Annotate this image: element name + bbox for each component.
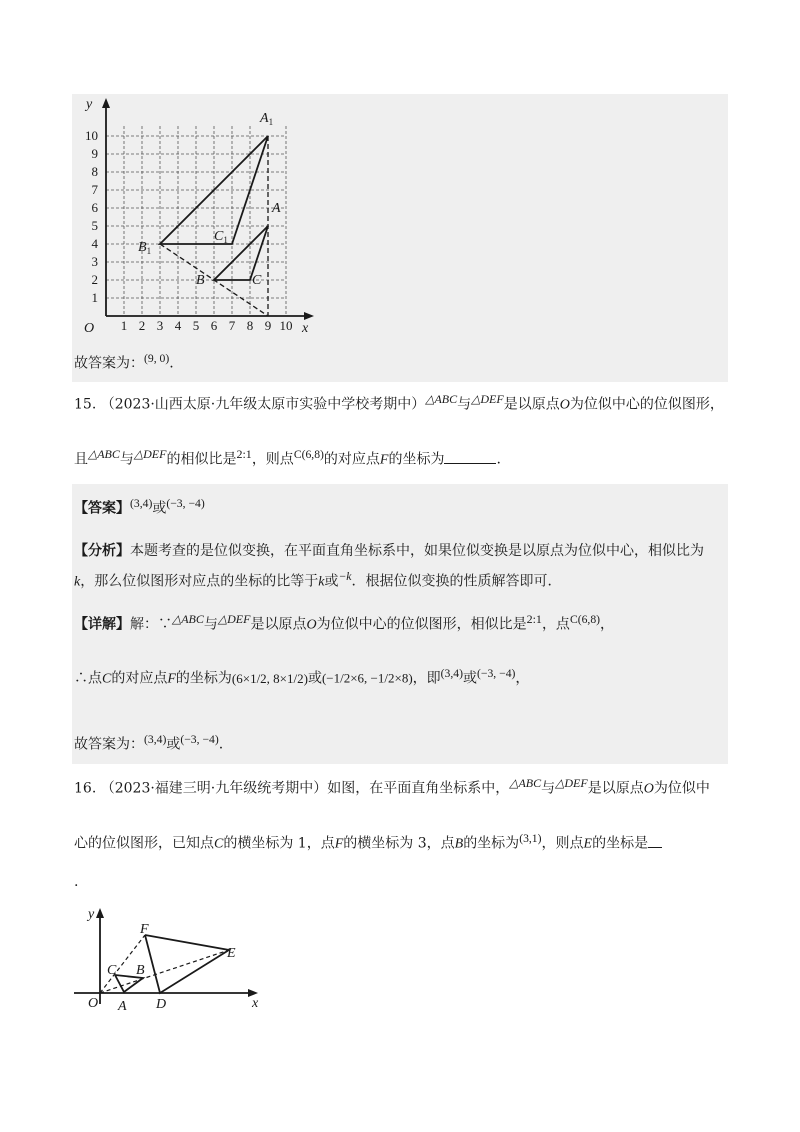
answer-1: (3,4): [130, 497, 153, 510]
label-C: C: [252, 273, 262, 288]
final-v1: (3,4): [144, 733, 167, 746]
detail-text: ∴点: [74, 670, 102, 687]
final-v2: (−3, −4): [180, 733, 219, 746]
q16-line1: [74, 776, 710, 798]
q15-tri-abc: △ABC: [425, 392, 458, 406]
q16-text: 为位似中: [653, 780, 710, 797]
detail-text: 为位似中心的位似图形，相似比是: [316, 616, 527, 633]
y-tick-2: 2: [91, 272, 98, 287]
y-axis-label: y: [86, 97, 93, 112]
q15-text: 的相似比是: [166, 451, 237, 468]
final-or: 或: [166, 736, 181, 753]
q15-point-f: F: [379, 452, 389, 468]
q15-origin: O: [559, 397, 570, 413]
q16-e: E: [583, 836, 593, 852]
q16-tri-abc: △ABC: [509, 776, 542, 790]
axes: [102, 98, 314, 320]
detail-text: 与: [203, 616, 218, 633]
answer-blank: [648, 835, 662, 848]
q16-text: 的坐标是: [592, 835, 649, 852]
detail-f: F: [167, 671, 176, 687]
detail-text: ，: [515, 670, 530, 687]
q16-b: B: [454, 836, 464, 852]
detail-v1: (3,4): [440, 667, 464, 680]
q15-text: 与: [457, 396, 472, 413]
x-tick-10: 10: [279, 318, 293, 333]
q16-text: .: [74, 874, 79, 890]
q16-text: 与: [541, 780, 556, 797]
answer-value: (9, 0): [144, 352, 170, 365]
q16-text: 是以原点: [587, 780, 644, 797]
x-tick-3: 3: [156, 318, 164, 333]
detail-text: 是以原点: [250, 616, 307, 633]
label-B: B: [196, 273, 205, 288]
final-end: .: [218, 736, 224, 753]
q16-text: 的横坐标为 3，点: [343, 835, 455, 852]
x-tick-7: 7: [228, 318, 236, 333]
final-prefix: 故答案为：: [74, 736, 144, 753]
q16-text: ，则点: [541, 835, 584, 852]
detail-text: 的坐标为: [175, 670, 232, 687]
x-tick-6: 6: [210, 318, 218, 333]
homothety-grid-figure: [72, 94, 332, 334]
analysis-k: k: [318, 574, 325, 590]
answer-tag: 【答案】: [74, 500, 130, 517]
q15-analysis-line2: [74, 570, 561, 591]
q15-text: 的坐标为: [388, 451, 445, 468]
detail-text: 的对应点: [111, 670, 168, 687]
analysis-text: 本题考查的是位似变换，在平面直角坐标系中，如果位似变换是以原点为位似中心，相似比为: [130, 543, 704, 559]
y-tick-7: 7: [91, 182, 98, 197]
q16-tri-def: △DEF: [555, 776, 588, 790]
q15-text: 的对应点: [323, 451, 380, 468]
detail-expr-1: (6×1/2, 8×1/2): [231, 670, 308, 686]
y-tick-8: 8: [91, 164, 98, 179]
detail-v2: (−3, −4): [477, 667, 516, 680]
q15-ratio: 2:1: [236, 447, 252, 461]
analysis-neg-k: −k: [338, 570, 352, 583]
label-B1: $B_1$: [138, 240, 152, 256]
q16-label-F: F: [140, 922, 149, 937]
y-tick-3: 3: [91, 254, 98, 269]
answer-end: .: [169, 355, 174, 372]
q15-number: 15.: [74, 396, 97, 413]
detail-text: 或: [463, 670, 478, 687]
q16-source: （2023·福建三明·九年级统考期中）: [100, 780, 328, 797]
origin-label: O: [84, 321, 95, 334]
label-C1: $C_1$: [214, 229, 228, 245]
x-tick-4: 4: [174, 318, 182, 333]
q15-line2: [74, 447, 501, 469]
detail-text: 解：∵: [130, 616, 172, 633]
detail-tri-def: △DEF: [217, 612, 251, 626]
analysis-tag: 【分析】: [74, 543, 130, 559]
detail-ratio: 2:1: [526, 612, 542, 626]
y-tick-9: 9: [91, 146, 98, 161]
q16-label-O: O: [88, 996, 99, 1010]
q16-x-label: x: [252, 996, 259, 1010]
y-tick-1: 1: [91, 290, 98, 305]
q16-text: 心的位似图形，已知点: [74, 835, 214, 852]
q15-line1: [74, 392, 724, 414]
q15-answer-line: [74, 497, 205, 518]
x-tick-2: 2: [138, 318, 146, 333]
detail-text: 或: [307, 670, 322, 687]
y-tick-6: 6: [91, 200, 98, 215]
q15-final-line: [74, 733, 223, 754]
label-A1: $A_1$: [260, 111, 274, 127]
detail-text: ，: [600, 616, 615, 633]
x-tick-8: 8: [246, 318, 254, 333]
q15-end: .: [496, 451, 501, 468]
q15-detail-line2: [74, 667, 529, 688]
detail-c: C: [102, 671, 112, 687]
x-tick-9: 9: [264, 318, 272, 333]
q15-tri-def: △DEF: [471, 392, 504, 406]
detail-text: ，即: [412, 670, 441, 687]
q16-point-b: (3,1): [519, 832, 542, 845]
q15-point-c: C(6,8): [293, 448, 324, 461]
analysis-k: k: [74, 574, 81, 590]
x-tick-1: 1: [120, 318, 128, 333]
q16-line3: [74, 874, 78, 890]
q15-text: 是以原点: [503, 396, 560, 413]
q16-label-B: B: [136, 963, 145, 978]
detail-text: ，点: [541, 616, 570, 633]
q16-y-label: y: [88, 907, 95, 922]
q16-line2: [74, 832, 662, 853]
q15-source: （2023·山西太原·九年级太原市实验中学校考期中）: [100, 396, 426, 413]
q15-detail-line1: [74, 612, 614, 634]
analysis-text: 或: [324, 573, 339, 590]
q15-text: 与: [119, 451, 134, 468]
q16-origin: O: [643, 781, 654, 797]
q16-text: 的坐标为: [463, 835, 520, 852]
analysis-text: ．根据位似变换的性质解答即可．: [351, 573, 562, 590]
q15-text: 为位似中心的位似图形，: [569, 396, 724, 413]
q16-f: F: [334, 836, 344, 852]
answer-blank: [444, 451, 496, 464]
q16-label-A: A: [118, 999, 127, 1010]
q16-number: 16.: [74, 780, 97, 797]
q16-figure: [72, 900, 272, 1010]
y-tick-10: 10: [85, 128, 98, 143]
x-tick-5: 5: [192, 318, 200, 333]
previous-answer-line: [74, 352, 174, 373]
y-tick-4: 4: [91, 236, 98, 251]
q16-label-E: E: [227, 946, 236, 961]
label-A: A: [272, 201, 281, 216]
detail-expr-2: (−1/2×6, −1/2×8): [321, 670, 413, 686]
q16-c: C: [214, 836, 224, 852]
q16-label-C: C: [107, 963, 117, 978]
detail-tag: 【详解】: [74, 616, 130, 633]
answer-prefix: 故答案为：: [74, 355, 144, 372]
answer-or: 或: [152, 500, 167, 517]
q15-text: ，则点: [251, 451, 294, 468]
q15-analysis-line1: [74, 540, 704, 560]
detail-tri-abc: △ABC: [172, 612, 204, 626]
analysis-text: ，那么位似图形对应点的坐标的比等于: [80, 573, 319, 590]
x-axis-label: x: [302, 321, 309, 334]
q15-tri-def: △DEF: [133, 447, 167, 461]
q16-text: 如图，在平面直角坐标系中，: [327, 780, 510, 797]
q16-label-D: D: [156, 997, 167, 1010]
q15-text: 且: [74, 451, 88, 468]
answer-2: (−3, −4): [166, 497, 205, 510]
y-tick-5: 5: [91, 218, 98, 233]
q16-text: 的横坐标为 1，点: [223, 835, 335, 852]
detail-origin: O: [306, 617, 317, 633]
detail-point-c: C(6,8): [569, 613, 601, 626]
q15-tri-abc: △ABC: [88, 447, 120, 461]
